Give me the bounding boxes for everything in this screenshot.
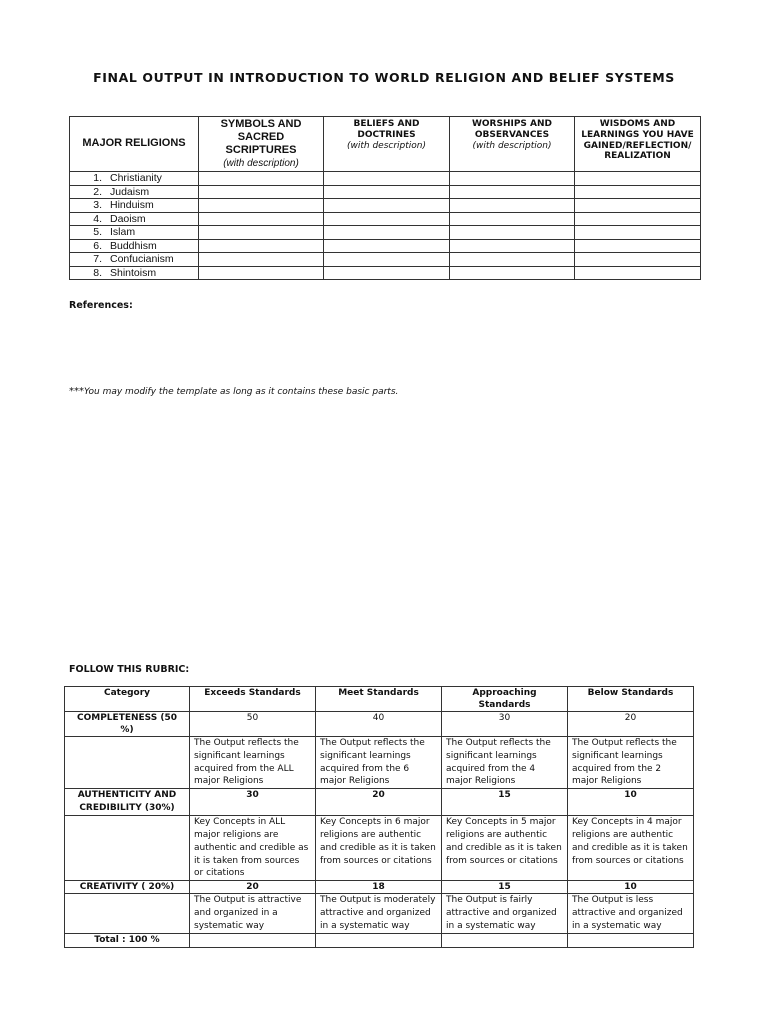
religion-row	[70, 266, 701, 280]
religion-name-cell	[70, 199, 199, 213]
rubric-row-authenticity-scores	[65, 789, 694, 816]
religion-row	[70, 172, 701, 186]
religion-name: Islam	[110, 226, 136, 239]
religion-name: Buddhism	[110, 239, 157, 252]
religion-number: 3.	[93, 199, 102, 212]
header-symbols	[199, 117, 324, 172]
template-note	[69, 386, 398, 397]
religion-number: 4.	[93, 212, 102, 225]
score-cell: 30	[442, 712, 568, 737]
header-beliefs-label: BELIEFS AND DOCTRINES	[353, 119, 420, 140]
rubric-row-completeness-scores	[65, 712, 694, 737]
blank-entry-cell	[450, 253, 575, 267]
description-cell: The Output is less attractive and organized in a systematic way	[568, 894, 694, 933]
religion-name: Confucianism	[110, 253, 174, 266]
religion-name-cell	[70, 226, 199, 240]
description-cell: The Output reflects the significant learnings acquired from the ALL major Religions	[190, 737, 316, 789]
rubric-row-total	[65, 933, 694, 947]
empty-cell	[568, 933, 694, 947]
religion-row	[70, 199, 701, 213]
empty-cell	[65, 816, 190, 881]
religion-number: 1.	[93, 172, 102, 185]
blank-entry-cell	[324, 226, 450, 240]
score-cell: 30	[190, 789, 316, 816]
rubric-label: FOLLOW THIS RUBRIC:	[69, 664, 190, 675]
empty-cell	[65, 737, 190, 789]
religion-number: 7.	[93, 253, 102, 266]
header-symbols-subtitle: (with description)	[223, 157, 299, 169]
empty-cell	[442, 933, 568, 947]
rubric-header-row	[65, 687, 694, 712]
document-title: FINAL OUTPUT IN INTRODUCTION TO WORLD RELIGION AND BELIEF SYSTEMS	[93, 70, 675, 85]
score-cell: 50	[190, 712, 316, 737]
blank-entry-cell	[324, 253, 450, 267]
religion-name: Christianity	[110, 172, 162, 185]
description-cell: The Output is moderately attractive and organized in a systematic way	[316, 894, 442, 933]
religion-row	[70, 226, 701, 240]
blank-entry-cell	[450, 239, 575, 253]
score-cell: 20	[190, 881, 316, 894]
blank-entry-cell	[324, 266, 450, 280]
rubric-row-completeness-descriptions	[65, 737, 694, 789]
rubric-header-category: Category	[65, 687, 190, 712]
description-cell: The Output reflects the significant learnings acquired from the 2 major Religions	[568, 737, 694, 789]
blank-entry-cell	[199, 199, 324, 213]
header-worships-subtitle: (with description)	[472, 140, 552, 151]
blank-entry-cell	[575, 266, 701, 280]
religion-number: 5.	[93, 226, 102, 239]
category-creativity: CREATIVITY ( 20%)	[65, 881, 190, 894]
blank-entry-cell	[450, 266, 575, 280]
header-worships	[450, 117, 575, 172]
score-cell: 20	[568, 712, 694, 737]
religion-row	[70, 239, 701, 253]
religions-table-header-row	[70, 117, 701, 172]
blank-entry-cell	[199, 253, 324, 267]
score-cell: 10	[568, 881, 694, 894]
score-cell: 40	[316, 712, 442, 737]
blank-entry-cell	[450, 226, 575, 240]
blank-entry-cell	[199, 266, 324, 280]
blank-entry-cell	[324, 199, 450, 213]
religion-name-cell	[70, 185, 199, 199]
header-symbols-label: SYMBOLS AND SACRED SCRIPTURES	[220, 118, 302, 157]
empty-cell	[190, 933, 316, 947]
blank-entry-cell	[450, 185, 575, 199]
score-cell: 15	[442, 881, 568, 894]
rubric-header-below: Below Standards	[568, 687, 694, 712]
empty-cell	[65, 894, 190, 933]
description-cell: Key Concepts in 6 major religions are authentic and credible as it is taken from sources or citations	[316, 816, 442, 881]
header-beliefs	[324, 117, 450, 172]
religion-name: Shintoism	[110, 266, 157, 279]
rubric-row-creativity-descriptions	[65, 894, 694, 933]
category-authenticity: AUTHENTICITY AND CREDIBILITY (30%)	[65, 789, 190, 816]
blank-entry-cell	[324, 185, 450, 199]
blank-entry-cell	[575, 185, 701, 199]
description-cell: Key Concepts in 4 major religions are authentic and credible as it is taken from sources or citations	[568, 816, 694, 881]
description-cell: The Output is fairly attractive and organized in a systematic way	[442, 894, 568, 933]
blank-entry-cell	[199, 185, 324, 199]
description-cell: The Output is attractive and organized in a systematic way	[190, 894, 316, 933]
rubric-header-exceeds: Exceeds Standards	[190, 687, 316, 712]
blank-entry-cell	[199, 226, 324, 240]
religion-name-cell	[70, 253, 199, 267]
header-major-religions	[70, 117, 199, 172]
religion-row	[70, 212, 701, 226]
blank-entry-cell	[575, 172, 701, 186]
rubric-row-authenticity-descriptions	[65, 816, 694, 881]
description-cell: Key Concepts in ALL major religions are authentic and credible as it is taken from sources or citations	[190, 816, 316, 881]
note-text: You may modify the template as long as it contains these basic parts.	[84, 387, 399, 397]
score-cell: 20	[316, 789, 442, 816]
blank-entry-cell	[199, 212, 324, 226]
rubric-header-approaching: Approaching Standards	[442, 687, 568, 712]
blank-entry-cell	[199, 172, 324, 186]
blank-entry-cell	[199, 239, 324, 253]
religion-row	[70, 185, 701, 199]
description-cell: Key Concepts in 5 major religions are authentic and credible as it is taken from sources or citations	[442, 816, 568, 881]
blank-entry-cell	[575, 239, 701, 253]
description-cell: The Output reflects the significant learnings acquired from the 6 major Religions	[316, 737, 442, 789]
religion-name-cell	[70, 172, 199, 186]
religions-table	[69, 116, 701, 280]
religion-name-cell	[70, 239, 199, 253]
blank-entry-cell	[324, 212, 450, 226]
rubric-header-meet: Meet Standards	[316, 687, 442, 712]
description-cell: The Output reflects the significant learnings acquired from the 4 major Religions	[442, 737, 568, 789]
blank-entry-cell	[575, 199, 701, 213]
religion-name: Daoism	[110, 212, 146, 225]
blank-entry-cell	[324, 239, 450, 253]
header-worships-label: WORSHIPS AND OBSERVANCES	[471, 119, 553, 140]
religion-name-cell	[70, 212, 199, 226]
header-beliefs-subtitle: (with description)	[346, 140, 427, 151]
score-cell: 18	[316, 881, 442, 894]
religion-name-cell	[70, 266, 199, 280]
blank-entry-cell	[575, 212, 701, 226]
religion-number: 8.	[93, 266, 102, 279]
religion-name: Judaism	[110, 185, 150, 198]
religion-row	[70, 253, 701, 267]
blank-entry-cell	[575, 226, 701, 240]
header-wisdoms-label: WISDOMS AND LEARNINGS YOU HAVE GAINED/REFLECTION/ REALIZATION	[581, 119, 694, 162]
blank-entry-cell	[450, 199, 575, 213]
header-wisdoms	[575, 117, 701, 172]
score-cell: 15	[442, 789, 568, 816]
note-asterisks: ***	[69, 386, 84, 397]
header-major-religions-label: MAJOR RELIGIONS	[82, 137, 186, 150]
religion-number: 2.	[93, 185, 102, 198]
rubric-row-creativity-scores	[65, 881, 694, 894]
empty-cell	[316, 933, 442, 947]
references-label: References:	[69, 300, 133, 311]
religion-name: Hinduism	[110, 199, 154, 212]
score-cell: 10	[568, 789, 694, 816]
religion-number: 6.	[93, 239, 102, 252]
category-completeness: COMPLETENESS (50 %)	[65, 712, 190, 737]
blank-entry-cell	[575, 253, 701, 267]
blank-entry-cell	[450, 212, 575, 226]
blank-entry-cell	[450, 172, 575, 186]
rubric-table	[64, 686, 694, 948]
blank-entry-cell	[324, 172, 450, 186]
total-label: Total : 100 %	[65, 933, 190, 947]
